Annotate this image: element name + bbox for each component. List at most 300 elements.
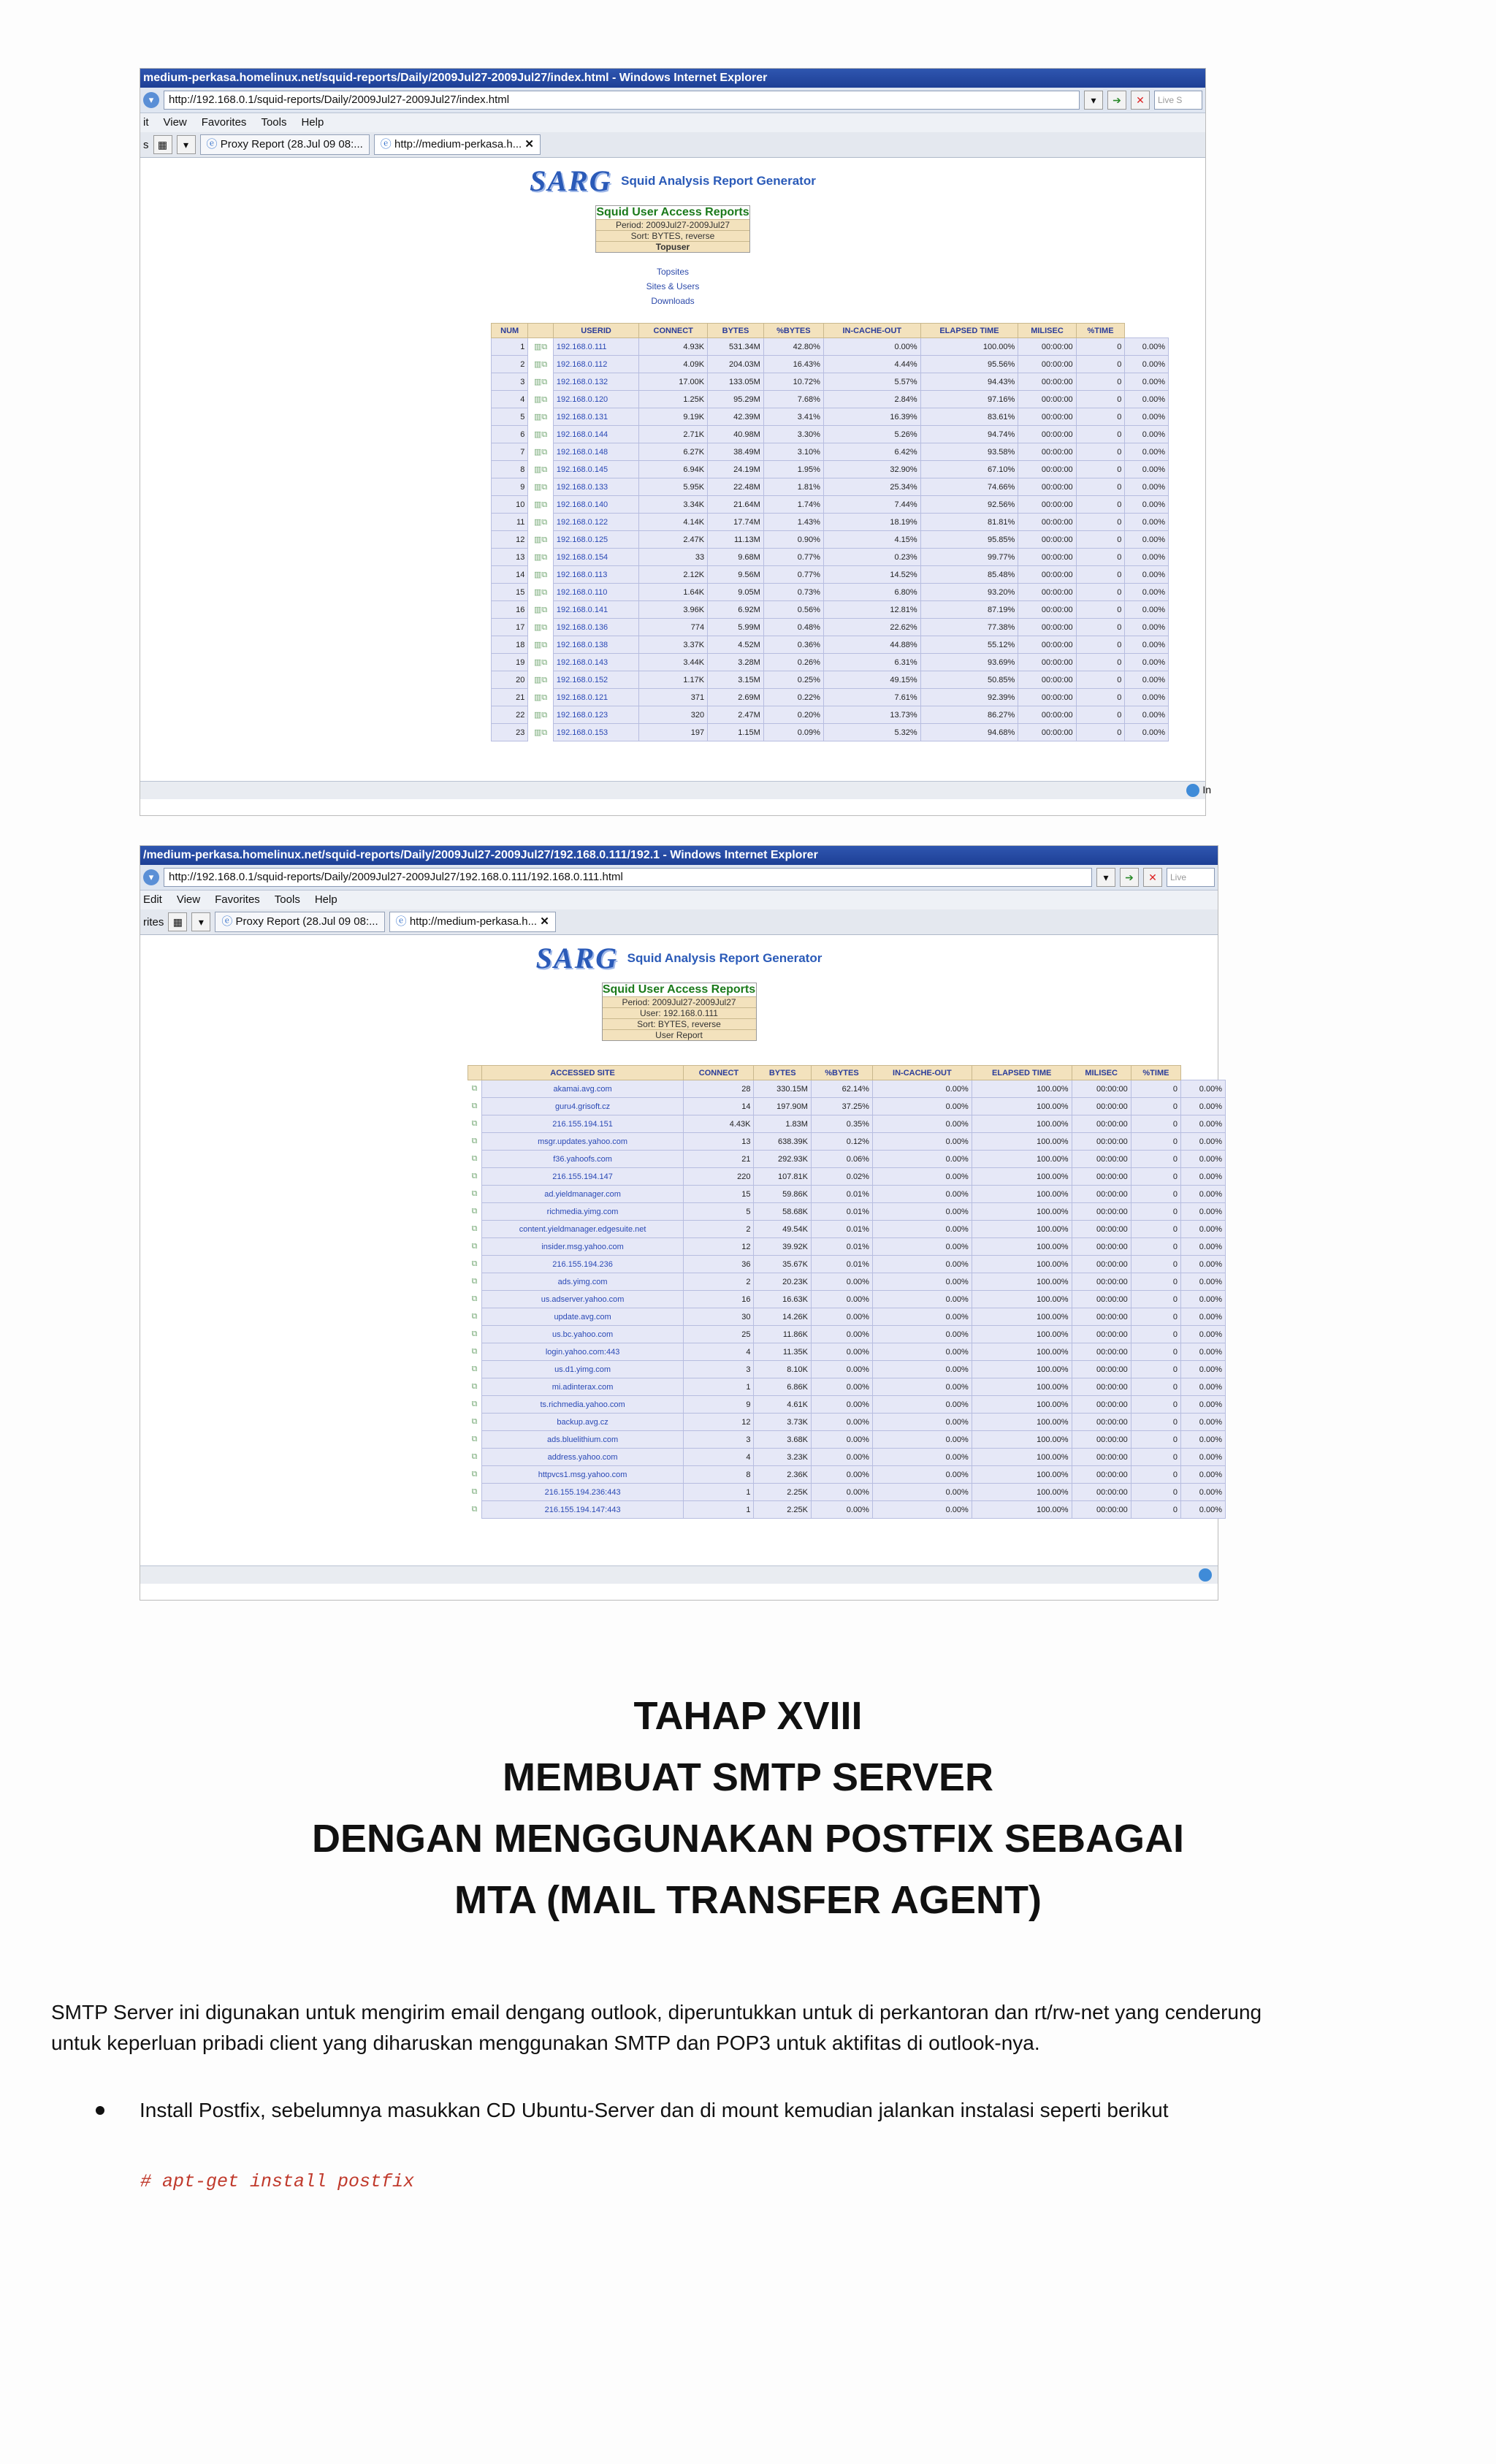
cell: 40.98M bbox=[708, 426, 764, 443]
site-detail-icon[interactable]: ⧉ bbox=[468, 1361, 482, 1378]
row-num: 22 bbox=[492, 706, 528, 724]
cell: 0.00% bbox=[811, 1291, 872, 1308]
table-row bbox=[492, 338, 1169, 356]
cell: 94.68% bbox=[920, 724, 1018, 741]
cell: 0 bbox=[1131, 1414, 1180, 1431]
userid-link[interactable]: 192.168.0.153 bbox=[553, 724, 638, 741]
site-detail-icon[interactable]: ⧉ bbox=[468, 1466, 482, 1484]
url-input[interactable]: http://192.168.0.1/squid-reports/Daily/2009Jul27-2009Jul27/192.168.0.111/192.168.0.111.html bbox=[164, 868, 1092, 887]
cell: 93.58% bbox=[920, 443, 1018, 461]
close-tab-icon[interactable]: ✕ bbox=[524, 138, 534, 150]
site-detail-icon[interactable]: ⧉ bbox=[468, 1449, 482, 1466]
userid-link[interactable]: 192.168.0.110 bbox=[553, 584, 638, 601]
cell: 00:00:00 bbox=[1072, 1186, 1131, 1203]
cell: 0 bbox=[1131, 1466, 1180, 1484]
cell: 100.00% bbox=[972, 1098, 1072, 1115]
graph-icon[interactable]: ▥⧉ bbox=[528, 601, 553, 619]
graph-icon[interactable]: ▥⧉ bbox=[528, 356, 553, 373]
cell: 6.94K bbox=[639, 461, 708, 478]
graph-icon[interactable]: ▥⧉ bbox=[528, 724, 553, 741]
cell: 9.19K bbox=[639, 408, 708, 426]
cell: 107.81K bbox=[754, 1168, 811, 1186]
site-detail-icon[interactable]: ⧉ bbox=[468, 1343, 482, 1361]
cell: 16.39% bbox=[823, 408, 920, 426]
stop-icon[interactable]: ✕ bbox=[1143, 868, 1162, 887]
cell: 0 bbox=[1076, 496, 1125, 514]
userid-link[interactable]: 192.168.0.152 bbox=[553, 671, 638, 689]
site-detail-icon[interactable]: ⧉ bbox=[468, 1151, 482, 1168]
menu-item[interactable]: Favorites bbox=[215, 893, 260, 906]
cell: 00:00:00 bbox=[1018, 584, 1076, 601]
cell: 3.10% bbox=[763, 443, 823, 461]
search-input[interactable]: Live S bbox=[1154, 91, 1202, 110]
userid-link[interactable]: 192.168.0.144 bbox=[553, 426, 638, 443]
site-detail-icon[interactable]: ⧉ bbox=[468, 1203, 482, 1221]
table-row bbox=[492, 671, 1169, 689]
site-link[interactable]: us.d1.yimg.com bbox=[481, 1361, 684, 1378]
graph-icon[interactable]: ▥⧉ bbox=[528, 373, 553, 391]
cell: 0.00% bbox=[1181, 1466, 1226, 1484]
favorites-label[interactable]: s bbox=[143, 138, 149, 151]
cell: 638.39K bbox=[754, 1133, 811, 1151]
cell: 0.00% bbox=[872, 1098, 972, 1115]
cell: 3.41% bbox=[763, 408, 823, 426]
userid-link[interactable]: 192.168.0.138 bbox=[553, 636, 638, 654]
site-link[interactable]: guru4.grisoft.cz bbox=[481, 1098, 684, 1115]
cell: 5.99M bbox=[708, 619, 764, 636]
userid-link[interactable]: 192.168.0.111 bbox=[553, 338, 638, 356]
site-link[interactable]: 216.155.194.147 bbox=[481, 1168, 684, 1186]
site-link[interactable]: ts.richmedia.yahoo.com bbox=[481, 1396, 684, 1414]
userid-link[interactable]: 192.168.0.125 bbox=[553, 531, 638, 549]
site-link[interactable]: ads.yimg.com bbox=[481, 1273, 684, 1291]
cell: 0 bbox=[1076, 671, 1125, 689]
cell: 10.72% bbox=[763, 373, 823, 391]
cell: 17.74M bbox=[708, 514, 764, 531]
site-detail-icon[interactable]: ⧉ bbox=[468, 1256, 482, 1273]
site-detail-icon[interactable]: ⧉ bbox=[468, 1308, 482, 1326]
cell: 197 bbox=[639, 724, 708, 741]
cell: 62.14% bbox=[811, 1080, 872, 1098]
site-link[interactable]: content.yieldmanager.edgesuite.net bbox=[481, 1221, 684, 1238]
table-row bbox=[468, 1414, 1226, 1431]
go-icon[interactable]: ➔ bbox=[1120, 868, 1139, 887]
url-dropdown-icon[interactable]: ▾ bbox=[1096, 868, 1115, 887]
menu-item[interactable]: Help bbox=[301, 116, 324, 129]
userid-link[interactable]: 192.168.0.145 bbox=[553, 461, 638, 478]
site-link[interactable]: richmedia.yimg.com bbox=[481, 1203, 684, 1221]
cell: 0.00% bbox=[1181, 1151, 1226, 1168]
cell: 0.00% bbox=[1125, 636, 1169, 654]
cell: 0.22% bbox=[763, 689, 823, 706]
cell: 371 bbox=[639, 689, 708, 706]
cell: 00:00:00 bbox=[1072, 1484, 1131, 1501]
menu-item[interactable]: it bbox=[143, 116, 149, 129]
site-detail-icon[interactable]: ⧉ bbox=[468, 1378, 482, 1396]
link-downloads[interactable]: Downloads bbox=[651, 296, 695, 306]
cell: 7.44% bbox=[823, 496, 920, 514]
menu-item[interactable]: Tools bbox=[261, 116, 287, 129]
userid-link[interactable]: 192.168.0.140 bbox=[553, 496, 638, 514]
table-row bbox=[492, 619, 1169, 636]
table-row bbox=[468, 1256, 1226, 1273]
cell: 32.90% bbox=[823, 461, 920, 478]
userid-link[interactable]: 192.168.0.112 bbox=[553, 356, 638, 373]
cell: 0 bbox=[1131, 1343, 1180, 1361]
cell: 0 bbox=[1131, 1449, 1180, 1466]
cell: 3.23K bbox=[754, 1449, 811, 1466]
section-heading-1: TAHAP XVIII bbox=[633, 1694, 863, 1738]
cell: 0.26% bbox=[763, 654, 823, 671]
cell: 0.00% bbox=[872, 1186, 972, 1203]
graph-icon[interactable]: ▥⧉ bbox=[528, 636, 553, 654]
sort-info: Sort: BYTES, reverse bbox=[596, 230, 749, 241]
cell: 0.00% bbox=[872, 1326, 972, 1343]
cell: 0.00% bbox=[1181, 1186, 1226, 1203]
table-row bbox=[492, 478, 1169, 496]
menu-item[interactable]: Edit bbox=[143, 893, 162, 906]
cell: 0 bbox=[1131, 1203, 1180, 1221]
table-row bbox=[468, 1115, 1226, 1133]
menu-item[interactable]: Help bbox=[314, 893, 337, 906]
cell: 0.00% bbox=[1125, 654, 1169, 671]
cell: 100.00% bbox=[920, 338, 1018, 356]
site-detail-icon[interactable]: ⧉ bbox=[468, 1414, 482, 1431]
cell: 2.36K bbox=[754, 1466, 811, 1484]
cell: 0.00% bbox=[1125, 356, 1169, 373]
tab-proxy-report[interactable]: ⓔ Proxy Report (28.Jul 09 08:... bbox=[200, 134, 370, 155]
cell: 35.67K bbox=[754, 1256, 811, 1273]
cell: 0.00% bbox=[1125, 671, 1169, 689]
column-header: IN-CACHE-OUT bbox=[823, 324, 920, 338]
status-text: In bbox=[1202, 784, 1211, 796]
cell: 0 bbox=[1131, 1151, 1180, 1168]
sort-info: Sort: BYTES, reverse bbox=[603, 1018, 756, 1029]
quick-tabs-icon[interactable]: ▦ bbox=[168, 912, 187, 931]
row-num: 13 bbox=[492, 549, 528, 566]
site-link[interactable]: update.avg.com bbox=[481, 1308, 684, 1326]
graph-icon[interactable]: ▥⧉ bbox=[528, 514, 553, 531]
cell: 00:00:00 bbox=[1072, 1115, 1131, 1133]
ie-icon: ⓔ bbox=[395, 915, 407, 928]
table-row bbox=[492, 408, 1169, 426]
graph-icon[interactable]: ▥⧉ bbox=[528, 426, 553, 443]
cell: 4 bbox=[684, 1449, 754, 1466]
userid-link[interactable]: 192.168.0.122 bbox=[553, 514, 638, 531]
site-detail-icon[interactable]: ⧉ bbox=[468, 1133, 482, 1151]
cell: 17.00K bbox=[639, 373, 708, 391]
graph-icon[interactable]: ▥⧉ bbox=[528, 391, 553, 408]
site-link[interactable]: us.bc.yahoo.com bbox=[481, 1326, 684, 1343]
cell: 100.00% bbox=[972, 1414, 1072, 1431]
userid-link[interactable]: 192.168.0.148 bbox=[553, 443, 638, 461]
graph-icon[interactable]: ▥⧉ bbox=[528, 478, 553, 496]
report-links bbox=[140, 264, 1205, 308]
graph-icon[interactable]: ▥⧉ bbox=[528, 706, 553, 724]
graph-icon[interactable]: ▥⧉ bbox=[528, 689, 553, 706]
tab-list-icon[interactable]: ▾ bbox=[191, 912, 210, 931]
cell: 12 bbox=[684, 1414, 754, 1431]
cell: 0.00% bbox=[872, 1291, 972, 1308]
site-link[interactable]: f36.yahoofs.com bbox=[481, 1151, 684, 1168]
link-sites-users[interactable]: Sites & Users bbox=[646, 281, 700, 291]
userid-link[interactable]: 192.168.0.120 bbox=[553, 391, 638, 408]
quick-tabs-icon[interactable]: ▦ bbox=[153, 135, 172, 154]
column-header: %TIME bbox=[1076, 324, 1125, 338]
cell: 0.20% bbox=[763, 706, 823, 724]
cell: 0.00% bbox=[1125, 391, 1169, 408]
cell: 3 bbox=[684, 1361, 754, 1378]
browser-screenshot-2 bbox=[140, 845, 1222, 1601]
site-link[interactable]: mi.adinterax.com bbox=[481, 1378, 684, 1396]
cell: 92.56% bbox=[920, 496, 1018, 514]
site-link[interactable]: 216.155.194.236:443 bbox=[481, 1484, 684, 1501]
cell: 7.68% bbox=[763, 391, 823, 408]
site-link[interactable]: login.yahoo.com:443 bbox=[481, 1343, 684, 1361]
bullet-text: Install Postfix, sebelumnya masukkan CD Ubuntu-Server dan di mount kemudian jalankan instalasi seperti berikut bbox=[140, 2099, 1169, 2121]
go-icon[interactable]: ➔ bbox=[1107, 91, 1126, 110]
cell: 00:00:00 bbox=[1018, 654, 1076, 671]
column-header: %BYTES bbox=[811, 1066, 872, 1080]
cell: 16.43% bbox=[763, 356, 823, 373]
dropdown-icon[interactable]: ▾ bbox=[143, 869, 159, 885]
graph-icon[interactable]: ▥⧉ bbox=[528, 496, 553, 514]
table-row bbox=[468, 1203, 1226, 1221]
cell: 93.20% bbox=[920, 584, 1018, 601]
site-detail-icon[interactable]: ⧉ bbox=[468, 1098, 482, 1115]
cell: 2.12K bbox=[639, 566, 708, 584]
cell: 0.00% bbox=[872, 1238, 972, 1256]
cell: 0.00% bbox=[1181, 1115, 1226, 1133]
cell: 6.31% bbox=[823, 654, 920, 671]
cell: 0.00% bbox=[872, 1414, 972, 1431]
site-detail-icon[interactable]: ⧉ bbox=[468, 1326, 482, 1343]
column-header: MILISEC bbox=[1018, 324, 1076, 338]
cell: 0.00% bbox=[1181, 1168, 1226, 1186]
cell: 100.00% bbox=[972, 1291, 1072, 1308]
site-link[interactable]: 216.155.194.147:443 bbox=[481, 1501, 684, 1519]
site-detail-icon[interactable]: ⧉ bbox=[468, 1501, 482, 1519]
graph-icon[interactable]: ▥⧉ bbox=[528, 461, 553, 478]
graph-icon[interactable]: ▥⧉ bbox=[528, 671, 553, 689]
cell: 00:00:00 bbox=[1072, 1221, 1131, 1238]
userid-link[interactable]: 192.168.0.133 bbox=[553, 478, 638, 496]
row-num: 2 bbox=[492, 356, 528, 373]
cell: 74.66% bbox=[920, 478, 1018, 496]
site-link[interactable]: ad.yieldmanager.com bbox=[481, 1186, 684, 1203]
cell: 0.00% bbox=[823, 338, 920, 356]
tab-medium-perkasa[interactable]: ⓔ http://medium-perkasa.h... ✕ bbox=[389, 912, 556, 932]
graph-icon[interactable]: ▥⧉ bbox=[528, 549, 553, 566]
site-link[interactable]: akamai.avg.com bbox=[481, 1080, 684, 1098]
cell: 94.74% bbox=[920, 426, 1018, 443]
table-row bbox=[468, 1361, 1226, 1378]
favorites-label[interactable]: rites bbox=[143, 915, 164, 928]
cell: 99.77% bbox=[920, 549, 1018, 566]
menu-item[interactable]: Tools bbox=[274, 893, 300, 906]
url-input[interactable]: http://192.168.0.1/squid-reports/Daily/2009Jul27-2009Jul27/index.html bbox=[164, 91, 1080, 110]
graph-icon[interactable]: ▥⧉ bbox=[528, 531, 553, 549]
cell: 12 bbox=[684, 1238, 754, 1256]
menu-bar bbox=[140, 890, 1218, 909]
userid-link[interactable]: 192.168.0.123 bbox=[553, 706, 638, 724]
cell: 0.00% bbox=[1181, 1098, 1226, 1115]
cell: 00:00:00 bbox=[1072, 1361, 1131, 1378]
cell: 00:00:00 bbox=[1072, 1238, 1131, 1256]
cell: 28 bbox=[684, 1080, 754, 1098]
column-header: CONNECT bbox=[639, 324, 708, 338]
cell: 0.00% bbox=[1181, 1378, 1226, 1396]
graph-icon[interactable]: ▥⧉ bbox=[528, 338, 553, 356]
dropdown-icon[interactable]: ▾ bbox=[143, 92, 159, 108]
site-detail-icon[interactable]: ⧉ bbox=[468, 1291, 482, 1308]
table-row bbox=[468, 1098, 1226, 1115]
site-link[interactable]: 216.155.194.236 bbox=[481, 1256, 684, 1273]
report-subtitle: User Report bbox=[603, 1029, 756, 1040]
cell: 0 bbox=[1076, 443, 1125, 461]
tab-list-icon[interactable]: ▾ bbox=[177, 135, 196, 154]
cell: 00:00:00 bbox=[1072, 1291, 1131, 1308]
row-num: 18 bbox=[492, 636, 528, 654]
site-link[interactable]: insider.msg.yahoo.com bbox=[481, 1238, 684, 1256]
cell: 0 bbox=[1076, 601, 1125, 619]
cell: 0 bbox=[1076, 636, 1125, 654]
stop-icon[interactable]: ✕ bbox=[1131, 91, 1150, 110]
cell: 0.00% bbox=[1181, 1431, 1226, 1449]
cell: 18.19% bbox=[823, 514, 920, 531]
cell: 37.25% bbox=[811, 1098, 872, 1115]
site-detail-icon[interactable]: ⧉ bbox=[468, 1080, 482, 1098]
column-header: IN-CACHE-OUT bbox=[872, 1066, 972, 1080]
cell: 0.00% bbox=[872, 1449, 972, 1466]
column-header: MILISEC bbox=[1072, 1066, 1131, 1080]
site-detail-icon[interactable]: ⧉ bbox=[468, 1115, 482, 1133]
table-row bbox=[492, 391, 1169, 408]
menu-item[interactable]: View bbox=[176, 893, 201, 906]
site-link[interactable]: ads.bluelithium.com bbox=[481, 1431, 684, 1449]
userid-link[interactable]: 192.168.0.113 bbox=[553, 566, 638, 584]
search-input[interactable]: Live bbox=[1167, 868, 1215, 887]
cell: 0 bbox=[1131, 1080, 1180, 1098]
cell: 00:00:00 bbox=[1018, 566, 1076, 584]
cell: 00:00:00 bbox=[1072, 1343, 1131, 1361]
userid-link[interactable]: 192.168.0.131 bbox=[553, 408, 638, 426]
graph-icon[interactable]: ▥⧉ bbox=[528, 654, 553, 671]
cell: 100.00% bbox=[972, 1378, 1072, 1396]
userid-link[interactable]: 192.168.0.154 bbox=[553, 549, 638, 566]
section-heading-3: DENGAN MENGGUNAKAN POSTFIX SEBAGAI bbox=[311, 1817, 1185, 1861]
cell: 42.80% bbox=[763, 338, 823, 356]
cell: 0.00% bbox=[1181, 1414, 1226, 1431]
cell: 100.00% bbox=[972, 1133, 1072, 1151]
cell: 22.48M bbox=[708, 478, 764, 496]
site-detail-icon[interactable]: ⧉ bbox=[468, 1168, 482, 1186]
cell: 1.64K bbox=[639, 584, 708, 601]
site-detail-icon[interactable]: ⧉ bbox=[468, 1484, 482, 1501]
userid-link[interactable]: 192.168.0.121 bbox=[553, 689, 638, 706]
site-detail-icon[interactable]: ⧉ bbox=[468, 1238, 482, 1256]
site-link[interactable]: 216.155.194.151 bbox=[481, 1115, 684, 1133]
tab-proxy-report[interactable]: ⓔ Proxy Report (28.Jul 09 08:... bbox=[215, 912, 384, 932]
close-tab-icon[interactable]: ✕ bbox=[540, 915, 549, 928]
site-detail-icon[interactable]: ⧉ bbox=[468, 1396, 482, 1414]
site-link[interactable]: httpvcs1.msg.yahoo.com bbox=[481, 1466, 684, 1484]
cell: 0.48% bbox=[763, 619, 823, 636]
graph-icon[interactable]: ▥⧉ bbox=[528, 619, 553, 636]
site-link[interactable]: address.yahoo.com bbox=[481, 1449, 684, 1466]
site-detail-icon[interactable]: ⧉ bbox=[468, 1186, 482, 1203]
cell: 95.29M bbox=[708, 391, 764, 408]
cell: 0.36% bbox=[763, 636, 823, 654]
cell: 0.00% bbox=[1125, 443, 1169, 461]
cell: 87.19% bbox=[920, 601, 1018, 619]
cell: 0.00% bbox=[872, 1466, 972, 1484]
cell: 100.00% bbox=[972, 1326, 1072, 1343]
status-bar bbox=[140, 781, 1211, 799]
cell: 0 bbox=[1131, 1431, 1180, 1449]
report-header-box bbox=[602, 983, 757, 1041]
graph-icon[interactable]: ▥⧉ bbox=[528, 584, 553, 601]
cell: 2.71K bbox=[639, 426, 708, 443]
cell: 0.00% bbox=[1181, 1256, 1226, 1273]
cell: 0.00% bbox=[872, 1361, 972, 1378]
site-detail-icon[interactable]: ⧉ bbox=[468, 1221, 482, 1238]
table-row bbox=[468, 1186, 1226, 1203]
cell: 2.69M bbox=[708, 689, 764, 706]
tab-medium-perkasa[interactable]: ⓔ http://medium-perkasa.h... ✕ bbox=[374, 134, 541, 155]
cell: 0.00% bbox=[872, 1501, 972, 1519]
userid-link[interactable]: 192.168.0.132 bbox=[553, 373, 638, 391]
graph-icon[interactable]: ▥⧉ bbox=[528, 408, 553, 426]
cell: 00:00:00 bbox=[1018, 356, 1076, 373]
cell: 1.17K bbox=[639, 671, 708, 689]
cell: 0 bbox=[1131, 1098, 1180, 1115]
cell: 0.00% bbox=[1125, 549, 1169, 566]
cell: 0 bbox=[1131, 1326, 1180, 1343]
cell: 00:00:00 bbox=[1072, 1396, 1131, 1414]
cell: 0.00% bbox=[872, 1396, 972, 1414]
userid-link[interactable]: 192.168.0.141 bbox=[553, 601, 638, 619]
link-topsites[interactable]: Topsites bbox=[656, 267, 690, 277]
graph-icon[interactable]: ▥⧉ bbox=[528, 443, 553, 461]
cell: 97.16% bbox=[920, 391, 1018, 408]
column-header bbox=[528, 324, 553, 338]
menu-item[interactable]: Favorites bbox=[201, 116, 247, 129]
userid-link[interactable]: 192.168.0.143 bbox=[553, 654, 638, 671]
cell: 9.05M bbox=[708, 584, 764, 601]
cell: 0 bbox=[1131, 1378, 1180, 1396]
cell: 22.62% bbox=[823, 619, 920, 636]
cell: 2.47M bbox=[708, 706, 764, 724]
menu-item[interactable]: View bbox=[163, 116, 187, 129]
userid-link[interactable]: 192.168.0.136 bbox=[553, 619, 638, 636]
graph-icon[interactable]: ▥⧉ bbox=[528, 566, 553, 584]
cell: 00:00:00 bbox=[1018, 461, 1076, 478]
site-detail-icon[interactable]: ⧉ bbox=[468, 1431, 482, 1449]
site-link[interactable]: us.adserver.yahoo.com bbox=[481, 1291, 684, 1308]
cell: 86.27% bbox=[920, 706, 1018, 724]
column-header: CONNECT bbox=[684, 1066, 754, 1080]
cell: 100.00% bbox=[972, 1080, 1072, 1098]
site-detail-icon[interactable]: ⧉ bbox=[468, 1273, 482, 1291]
url-dropdown-icon[interactable]: ▾ bbox=[1084, 91, 1103, 110]
cell: 00:00:00 bbox=[1072, 1308, 1131, 1326]
site-link[interactable]: backup.avg.cz bbox=[481, 1414, 684, 1431]
cell: 0.00% bbox=[811, 1501, 872, 1519]
site-link[interactable]: msgr.updates.yahoo.com bbox=[481, 1133, 684, 1151]
cell: 00:00:00 bbox=[1018, 706, 1076, 724]
cell: 00:00:00 bbox=[1018, 601, 1076, 619]
